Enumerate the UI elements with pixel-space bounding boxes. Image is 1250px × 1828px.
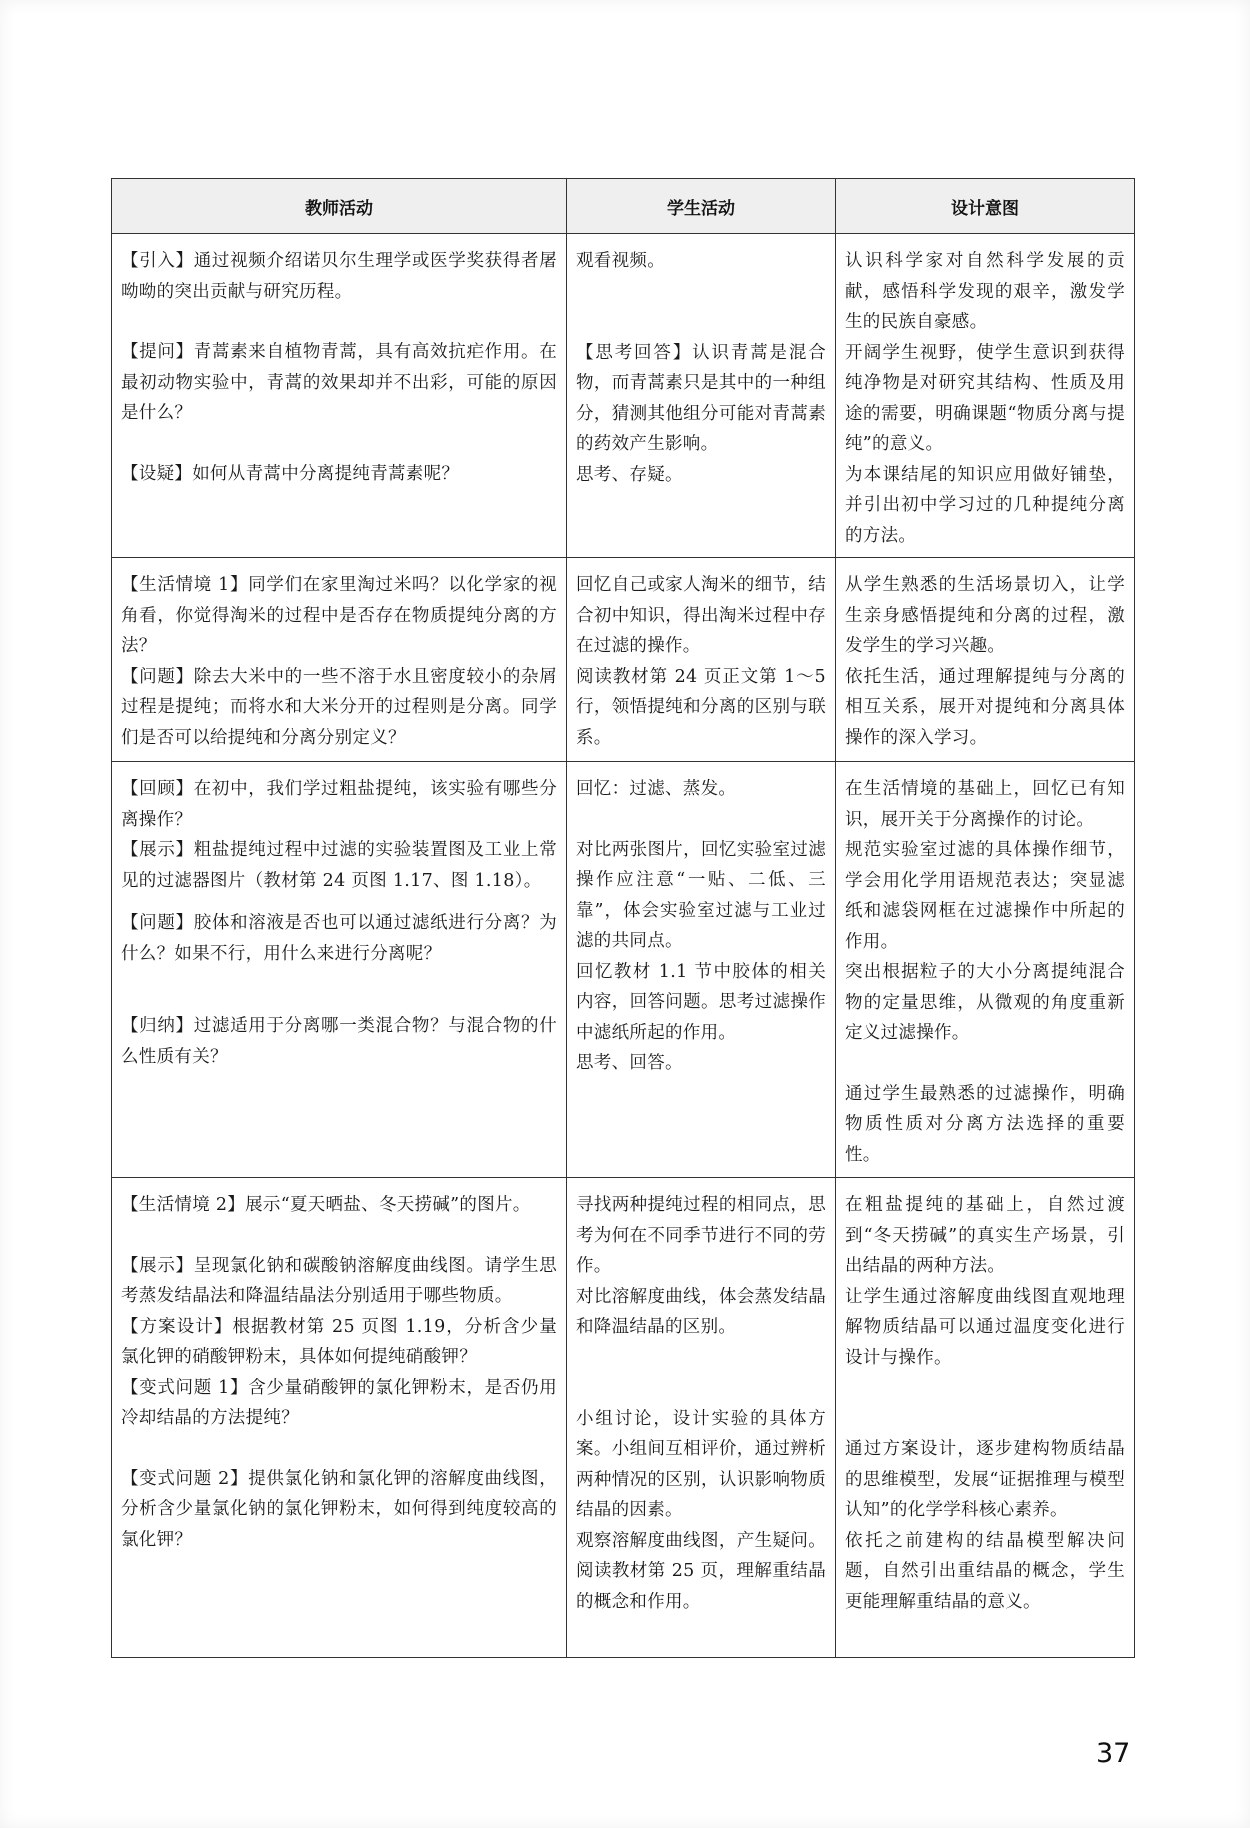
student-cell [567,558,836,762]
student-cell [567,234,836,558]
header-student-activity: 学生活动 [567,179,836,234]
header-teacher-activity: 教师活动 [112,179,567,234]
design-cell [836,558,1135,762]
table-row [112,1178,1135,1658]
teacher-text: 【变式问题 2】提供氯化钠和氯化钾的溶解度曲线图，分析含少量氯化钠的氯化钾粉末，如何得到纯度较高的氯化钾？ [121,1468,557,1550]
student-text: 对比两张图片，回忆实验室过滤操作应注意“一贴、二低、三靠”，体会实验室过滤与工业过滤的共同点。 [576,839,826,951]
teacher-text: 【生活情境 1】同学们在家里淘过米吗？以化学家的视角看，你觉得淘米的过程中是否存在物质提纯分离的方法？ [121,575,557,656]
student-text: 对比溶解度曲线，体会蒸发结晶和降温结晶的区别。 [576,1286,826,1337]
student-text: 思考、存疑。 [576,464,683,485]
design-text: 突出根据粒子的大小分离提纯混合物的定量思维，从微观的角度重新定义过滤操作。 [845,962,1125,1043]
teacher-text: 【问题】胶体和溶液是否也可以通过滤纸进行分离？为什么？如果不行，用什么来进行分离呢？ [121,913,557,964]
table-row [112,762,1135,1178]
design-text: 为本课结尾的知识应用做好铺垫，并引出初中学习过的几种提纯分离的方法。 [845,464,1125,546]
design-text: 让学生通过溶解度曲线图直观地理解物质结晶可以通过温度变化进行设计与操作。 [845,1286,1125,1368]
design-cell [836,1178,1135,1658]
teacher-text: 【生活情境 2】展示“夏天晒盐、冬天捞碱”的图片。 [121,1195,531,1215]
design-cell [836,234,1135,558]
design-text: 在生活情境的基础上，回忆已有知识，展开关于分离操作的讨论。 [845,779,1125,830]
student-text: 【思考回答】认识青蒿是混合物，而青蒿素只是其中的一种组分，猜测其他组分可能对青蒿素的药效产生影响。 [576,342,826,454]
teacher-text: 【设疑】如何从青蒿中分离提纯青蒿素呢？ [121,463,460,484]
design-text: 通过学生最熟悉的过滤操作，明确物质性质对分离方法选择的重要性。 [845,1083,1125,1165]
student-text: 回忆自己或家人淘米的细节，结合初中知识，得出淘米过程中存在过滤的操作。 [576,575,826,656]
design-cell [836,762,1135,1178]
student-cell [567,762,836,1178]
teacher-cell [112,762,567,1178]
teacher-text: 【问题】除去大米中的一些不溶于水且密度较小的杂屑过程是提纯；而将水和大米分开的过程则是分离。同学们是否可以给提纯和分离分别定义？ [121,666,557,748]
design-text: 在粗盐提纯的基础上，自然过渡到“冬天捞碱”的真实生产场景，引出结晶的两种方法。 [845,1195,1125,1276]
design-text: 通过方案设计，逐步建构物质结晶的思维模型，发展“证据推理与模型认知”的化学学科核心素养。 [845,1439,1125,1520]
lesson-plan-table [111,178,1135,1658]
student-text: 观看视频。 [576,251,665,271]
student-text: 回忆：过滤、蒸发。 [576,779,737,799]
teacher-text: 【引入】通过视频介绍诺贝尔生理学或医学奖获得者屠呦呦的突出贡献与研究历程。 [121,251,557,302]
table-row [112,234,1135,558]
student-text: 阅读教材第 24 页正文第 1～5 行，领悟提纯和分离的区别与联系。 [576,666,826,748]
teacher-cell [112,558,567,762]
student-cell [567,1178,836,1658]
design-text: 从学生熟悉的生活场景切入，让学生亲身感悟提纯和分离的过程，激发学生的学习兴趣。 [845,575,1125,656]
teacher-cell [112,1178,567,1658]
design-text: 认识科学家对自然科学发展的贡献，感悟科学发现的艰辛，激发学生的民族自豪感。 [845,251,1125,332]
teacher-cell [112,234,567,558]
teacher-text: 【展示】呈现氯化钠和碳酸钠溶解度曲线图。请学生思考蒸发结晶法和降温结晶法分别适用于哪些物质。 [121,1255,557,1306]
teacher-text: 【回顾】在初中，我们学过粗盐提纯，该实验有哪些分离操作？ [121,779,557,830]
table-header-row [112,179,1135,234]
student-text: 回忆教材 1.1 节中胶体的相关内容，回答问题。思考过滤操作中滤纸所起的作用。 [576,961,826,1043]
design-text: 依托之前建构的结晶模型解决问题，自然引出重结晶的概念，学生更能理解重结晶的意义。 [845,1530,1125,1612]
student-text: 观察溶解度曲线图，产生疑问。阅读教材第 25 页，理解重结晶的概念和作用。 [576,1530,826,1612]
page-number: 37 [1096,1738,1131,1769]
teacher-text: 【提问】青蒿素来自植物青蒿，具有高效抗疟作用。在最初动物实验中，青蒿的效果却并不出彩，可能的原因是什么？ [121,342,557,423]
teacher-text: 【展示】粗盐提纯过程中过滤的实验装置图及工业上常见的过滤器图片（教材第 24 页图 1.17、图 1.18）。 [121,840,557,891]
student-text: 寻找两种提纯过程的相同点，思考为何在不同季节进行不同的劳作。 [576,1195,826,1276]
teacher-text: 【方案设计】根据教材第 25 页图 1.19，分析含少量氯化钾的硝酸钾粉末，具体如何提纯硝酸钾？ [121,1316,557,1367]
header-design-intent: 设计意图 [836,179,1135,234]
teacher-text: 【变式问题 1】含少量硝酸钾的氯化钾粉末，是否仍用冷却结晶的方法提纯？ [121,1377,557,1428]
design-text: 依托生活，通过理解提纯与分离的相互关系，展开对提纯和分离具体操作的深入学习。 [845,666,1125,748]
design-text: 开阔学生视野，使学生意识到获得纯净物是对研究其结构、性质及用途的需要，明确课题“物质分离与提纯”的意义。 [845,342,1125,454]
design-text: 规范实验室过滤的具体操作细节，学会用化学用语规范表达；突显滤纸和滤袋网框在过滤操作中所起的作用。 [845,840,1125,952]
teacher-text: 【归纳】过滤适用于分离哪一类混合物？与混合物的什么性质有关？ [121,1016,557,1067]
student-text: 小组讨论，设计实验的具体方案。小组间互相评价，通过辨析两种情况的区别，认识影响物质结晶的因素。 [576,1408,826,1520]
student-text: 思考、回答。 [576,1053,683,1073]
table-row [112,558,1135,762]
